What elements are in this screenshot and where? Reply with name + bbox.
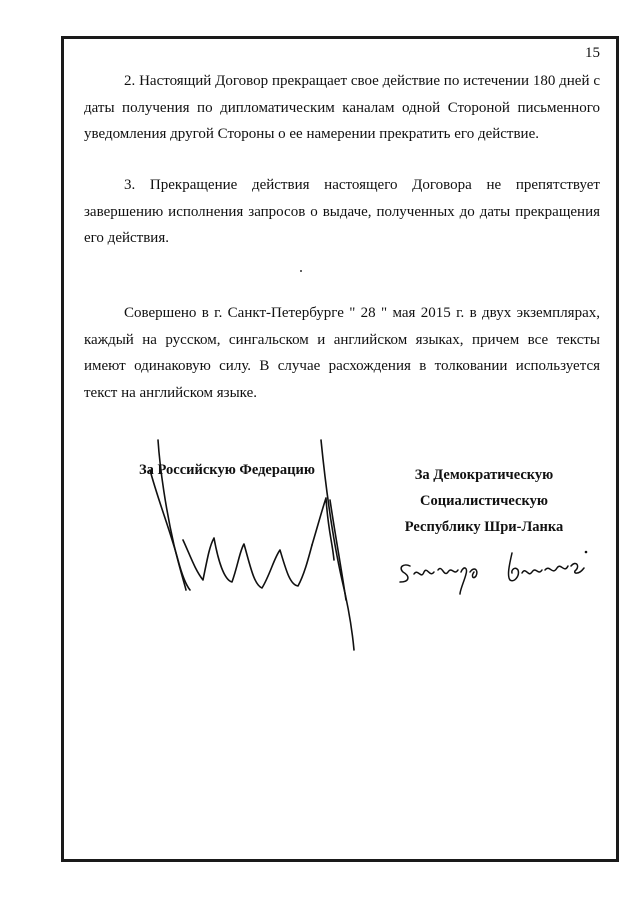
paragraph-done-at: Совершено в г. Санкт-Петербурге " 28 " мая 2015 г. в двух экземплярах, каждый на русском, сингальском и английском языках, причем все тексты имеют одинаковую силу. В случае расхождения в толковании используется текст на английском языке.	[84, 305, 600, 401]
paragraph-pending-requests: 3. Прекращение действия настоящего Договора не препятствует завершению исполнения запросов о выдаче, полученных до даты прекращения его действия.	[84, 177, 600, 246]
russia-signatory-label: За Российскую Федерацию	[139, 462, 315, 478]
paragraph-termination: 2. Настоящий Договор прекращает свое действие по истечении 180 дней с даты получения по дипломатическим каналам одной Стороной письменного уведомления другой Стороны о ее намерении прекратить его действие.	[84, 73, 600, 142]
sri-lanka-signatory-label: За Демократическую Социалистическую Республику Шри-Ланка	[404, 467, 564, 535]
page-number: 15	[585, 45, 600, 61]
